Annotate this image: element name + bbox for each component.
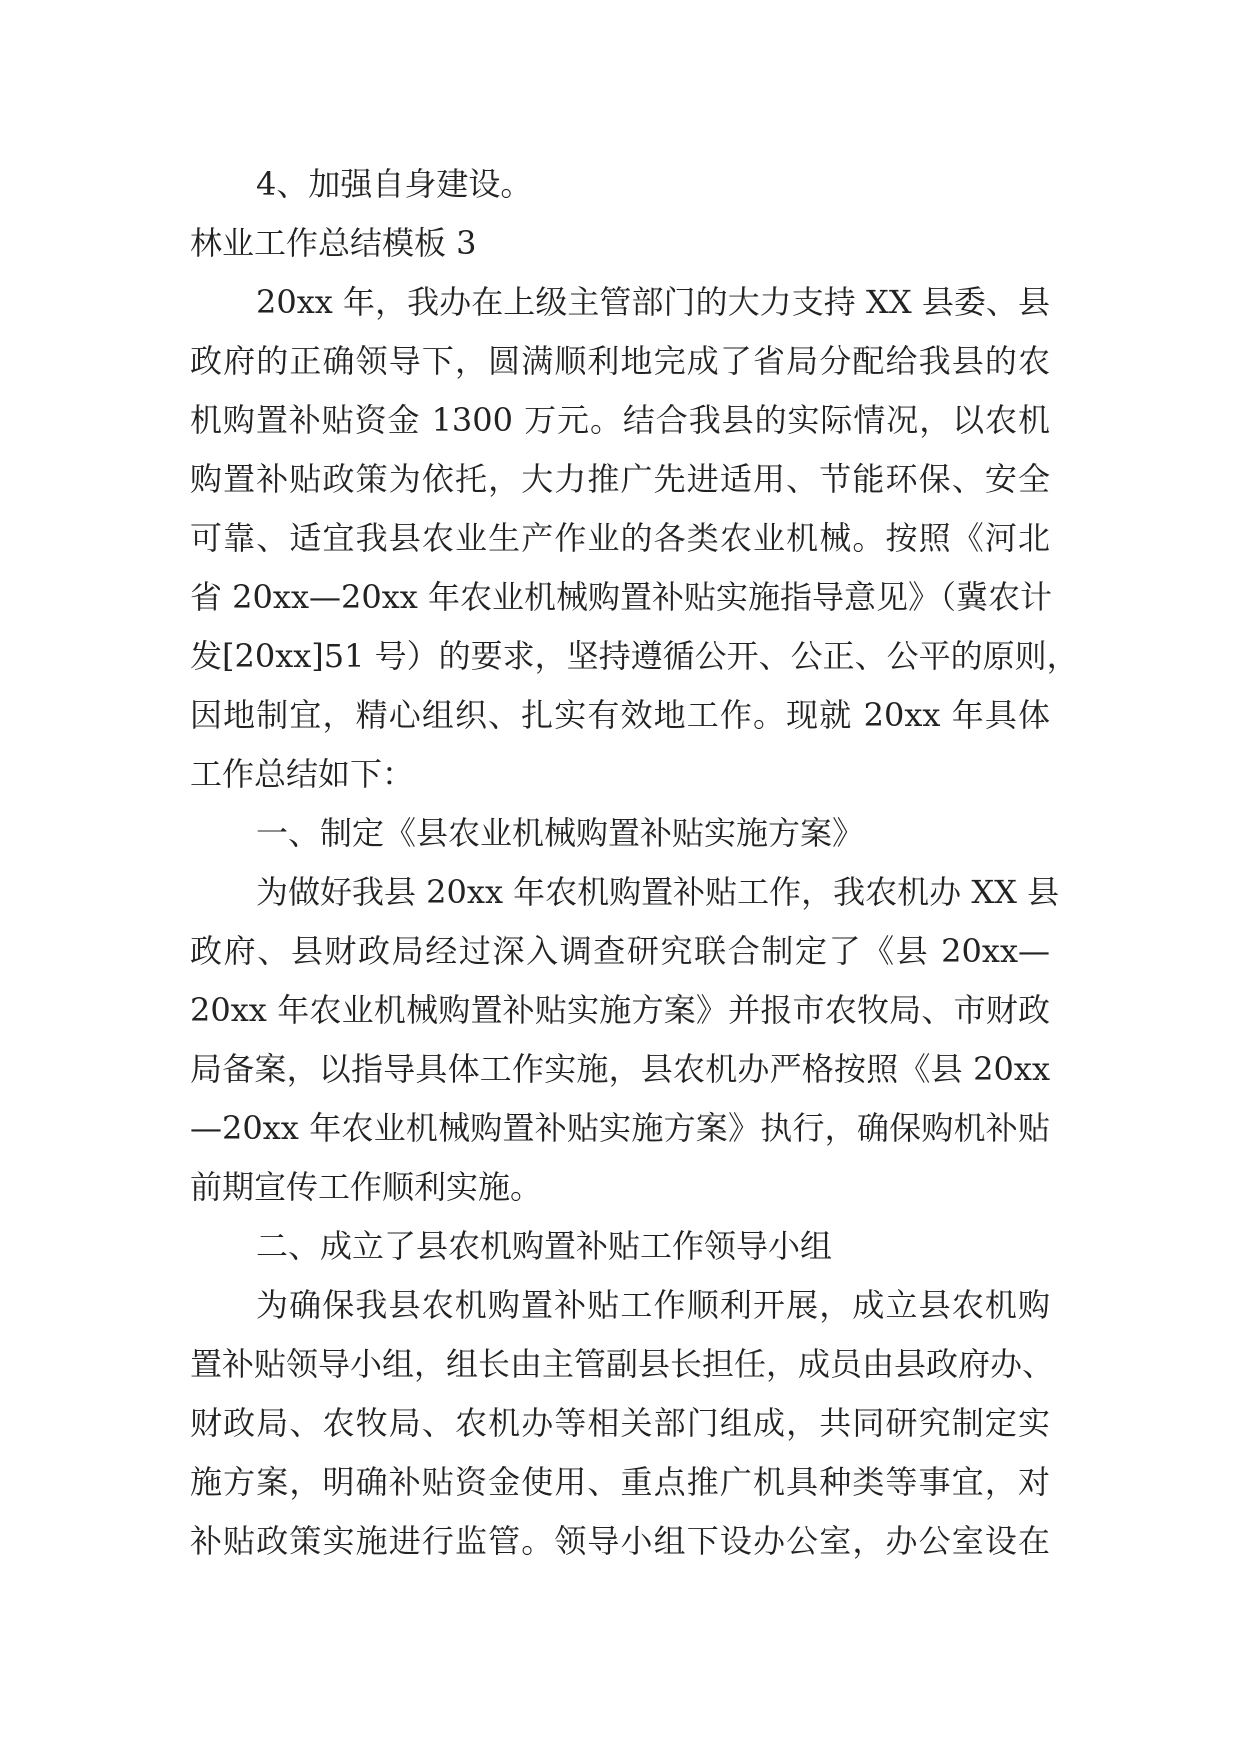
paragraph-line: 补贴政策实施进行监管。领导小组下设办公室，办公室设在 — [190, 1522, 1050, 1560]
heading-one: 一、制定《县农业机械购置补贴实施方案》 — [256, 814, 865, 852]
paragraph-line: 20xx 年，我办在上级主管部门的大力支持 XX 县委、县 — [256, 283, 1050, 321]
paragraph-line: 因地制宜，精心组织、扎实有效地工作。现就 20xx 年具体 — [190, 696, 1050, 734]
list-item-4: 4、加强自身建设。 — [256, 165, 533, 203]
paragraph-line: 施方案，明确补贴资金使用、重点推广机具种类等事宜，对 — [190, 1463, 1050, 1501]
paragraph-line: 财政局、农牧局、农机办等相关部门组成，共同研究制定实 — [190, 1404, 1050, 1442]
paragraph-line: —20xx 年农业机械购置补贴实施方案》执行，确保购机补贴 — [190, 1109, 1050, 1147]
paragraph-line: 省 20xx—20xx 年农业机械购置补贴实施指导意见》（冀农计 — [190, 578, 1052, 616]
paragraph-line: 发[20xx]51 号）的要求，坚持遵循公开、公正、公平的原则， — [190, 637, 1079, 675]
paragraph-line: 为确保我县农机购置补贴工作顺利开展，成立县农机购 — [256, 1286, 1050, 1324]
heading-two: 二、成立了县农机购置补贴工作领导小组 — [256, 1227, 833, 1265]
document-body — [190, 155, 1079, 1571]
paragraph-line: 政府、县财政局经过深入调查研究联合制定了《县 20xx— — [190, 932, 1050, 970]
paragraph-line: 前期宣传工作顺利实施。 — [190, 1168, 543, 1206]
section-title: 林业工作总结模板 3 — [190, 224, 477, 262]
paragraph-line: 可靠、适宜我县农业生产作业的各类农业机械。按照《河北 — [190, 519, 1050, 557]
paragraph-line: 机购置补贴资金 1300 万元。结合我县的实际情况，以农机 — [190, 401, 1050, 439]
paragraph-line: 为做好我县 20xx 年农机购置补贴工作，我农机办 XX 县 — [256, 873, 1060, 911]
paragraph-line: 购置补贴政策为依托，大力推广先进适用、节能环保、安全 — [190, 460, 1050, 498]
paragraph-line: 置补贴领导小组，组长由主管副县长担任，成员由县政府办、 — [190, 1345, 1055, 1383]
paragraph-line: 工作总结如下： — [190, 755, 415, 793]
paragraph-line: 政府的正确领导下，圆满顺利地完成了省局分配给我县的农 — [190, 342, 1050, 380]
paragraph-line: 20xx 年农业机械购置补贴实施方案》并报市农牧局、市财政 — [190, 991, 1050, 1029]
paragraph-line: 局备案，以指导具体工作实施，县农机办严格按照《县 20xx — [190, 1050, 1050, 1088]
